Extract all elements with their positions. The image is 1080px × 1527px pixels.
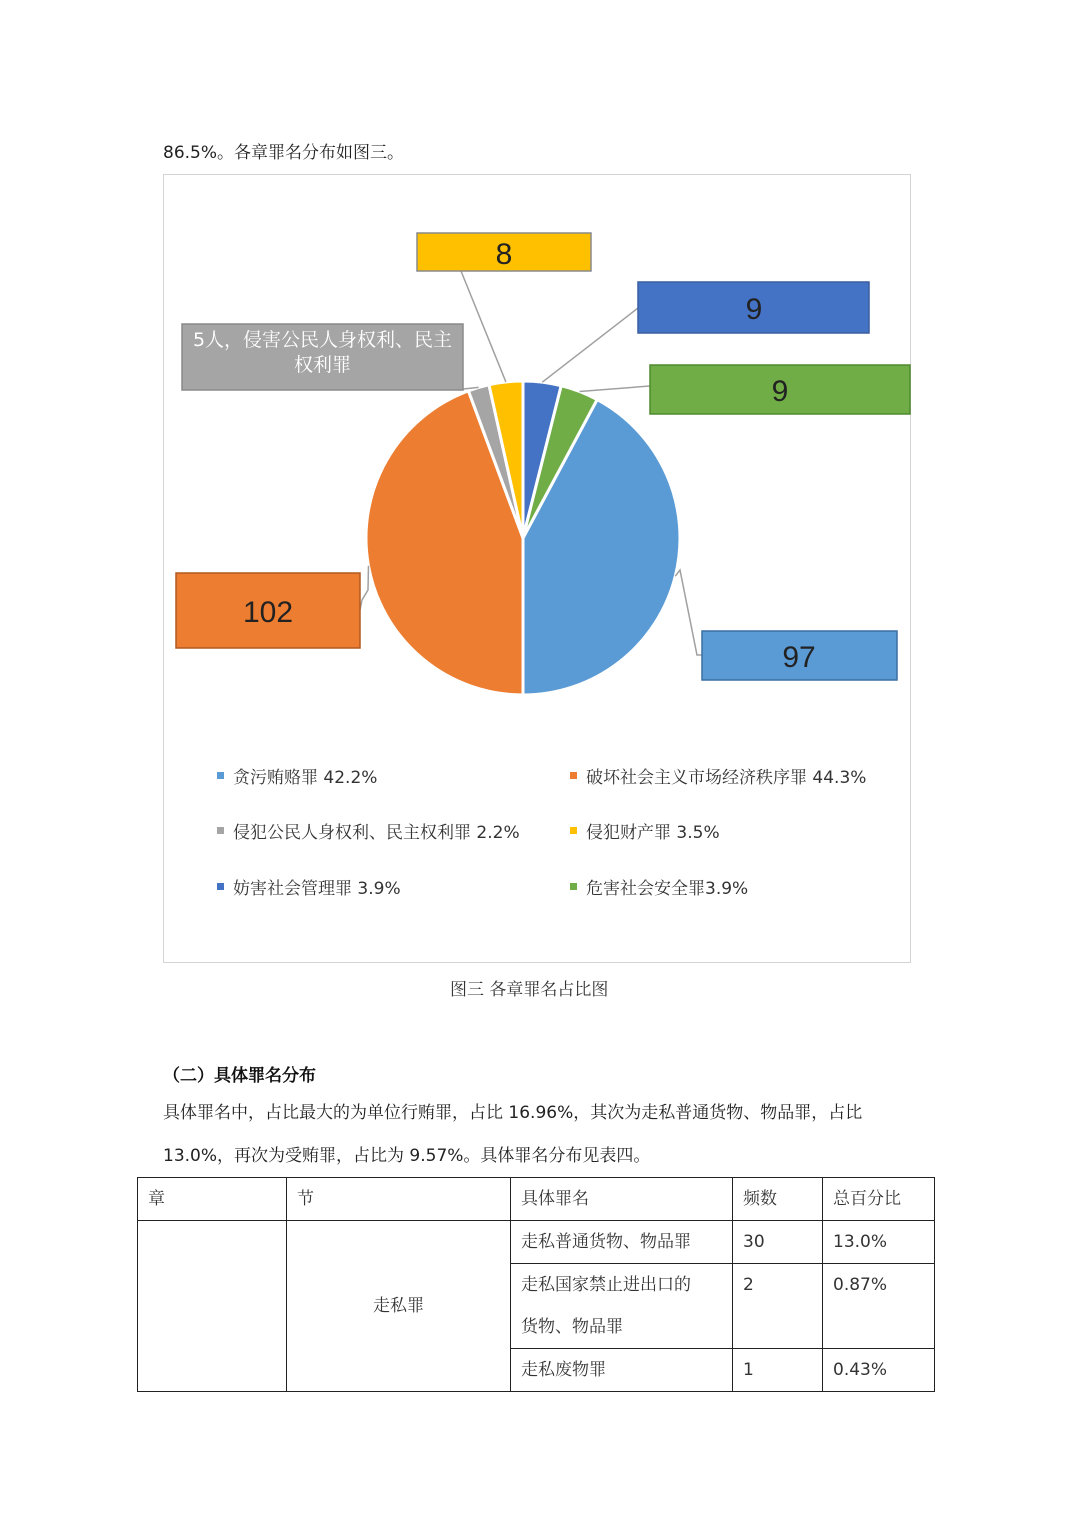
data-label-lightblue <box>702 631 897 680</box>
table-cell-name: 走私普通货物、物品罪 <box>511 1221 733 1264</box>
table-row <box>138 1221 935 1264</box>
table-cell-percent: 0.43% <box>823 1349 935 1392</box>
table-header-row <box>138 1178 935 1221</box>
leader-line <box>542 308 638 382</box>
table-cell-name <box>511 1264 733 1349</box>
table-cell-chapter <box>138 1221 287 1392</box>
table-header-cell: 具体罪名 <box>511 1178 733 1221</box>
legend-item-3: 侵犯公民人身权利、民主权利罪 2.2% <box>217 818 520 843</box>
table-cell-section: 走私罪 <box>287 1221 511 1392</box>
table-header-cell: 频数 <box>733 1178 823 1221</box>
table-cell-name-line: 货物、物品罪 <box>521 1317 623 1337</box>
legend-item-6: 危害社会安全罪3.9% <box>570 874 748 899</box>
table-cell-percent: 0.87% <box>823 1264 935 1349</box>
legend-swatch <box>570 827 577 834</box>
section-heading: （二）具体罪名分布 <box>163 1066 316 1086</box>
data-label-darkblue-text: 9 <box>745 293 763 326</box>
legend-swatch <box>570 883 577 890</box>
data-label-lightblue-text: 97 <box>782 641 816 674</box>
legend-item-1: 贪污贿赂罪 42.2% <box>217 763 377 788</box>
table-header-cell: 节 <box>287 1178 511 1221</box>
data-label-gray <box>182 324 463 390</box>
leader-line <box>580 386 650 392</box>
leader-line <box>461 271 506 382</box>
table-cell-count: 30 <box>733 1221 823 1264</box>
table-cell-count: 1 <box>733 1349 823 1392</box>
table-header-cell: 章 <box>138 1178 287 1221</box>
legend-swatch <box>217 827 224 834</box>
leader-line <box>675 570 702 655</box>
table-cell-count: 2 <box>733 1264 823 1349</box>
data-label-yellow-text: 8 <box>495 238 513 271</box>
figure-caption: 图三 各章罪名占比图 <box>450 980 609 1000</box>
intro-text: 86.5%。各章罪名分布如图三。 <box>163 143 405 163</box>
legend-item-2: 破坏社会主义市场经济秩序罪 44.3% <box>570 763 866 788</box>
leader-line <box>360 566 368 610</box>
table-cell-percent: 13.0% <box>823 1221 935 1264</box>
data-label-yellow <box>417 233 591 271</box>
table-cell-name-line: 走私国家禁止进出口的 <box>521 1275 691 1295</box>
table-cell-name: 走私废物罪 <box>511 1349 733 1392</box>
legend-swatch <box>570 772 577 779</box>
data-label-gray-text: 5人，侵害公民人身权利、民主权利罪 <box>192 329 453 376</box>
legend-swatch <box>217 883 224 890</box>
pie-slices <box>366 381 680 695</box>
data-label-orange <box>176 573 360 648</box>
data-label-green-text: 9 <box>771 375 789 408</box>
data-label-orange-text: 102 <box>242 596 294 629</box>
table-header-cell: 总百分比 <box>823 1178 935 1221</box>
body-line-1: 具体罪名中，占比最大的为单位行贿罪，占比 16.96%，其次为走私普通货物、物品罪，占比 <box>163 1103 863 1123</box>
data-label-green <box>650 365 910 414</box>
legend-item-5: 妨害社会管理罪 3.9% <box>217 874 401 899</box>
body-line-2: 13.0%，再次为受贿罪，占比为 9.57%。具体罪名分布见表四。 <box>163 1146 651 1166</box>
data-label-darkblue <box>638 282 869 333</box>
legend-swatch <box>217 772 224 779</box>
legend-item-4: 侵犯财产罪 3.5% <box>570 818 720 843</box>
crime-table <box>137 1177 935 1392</box>
